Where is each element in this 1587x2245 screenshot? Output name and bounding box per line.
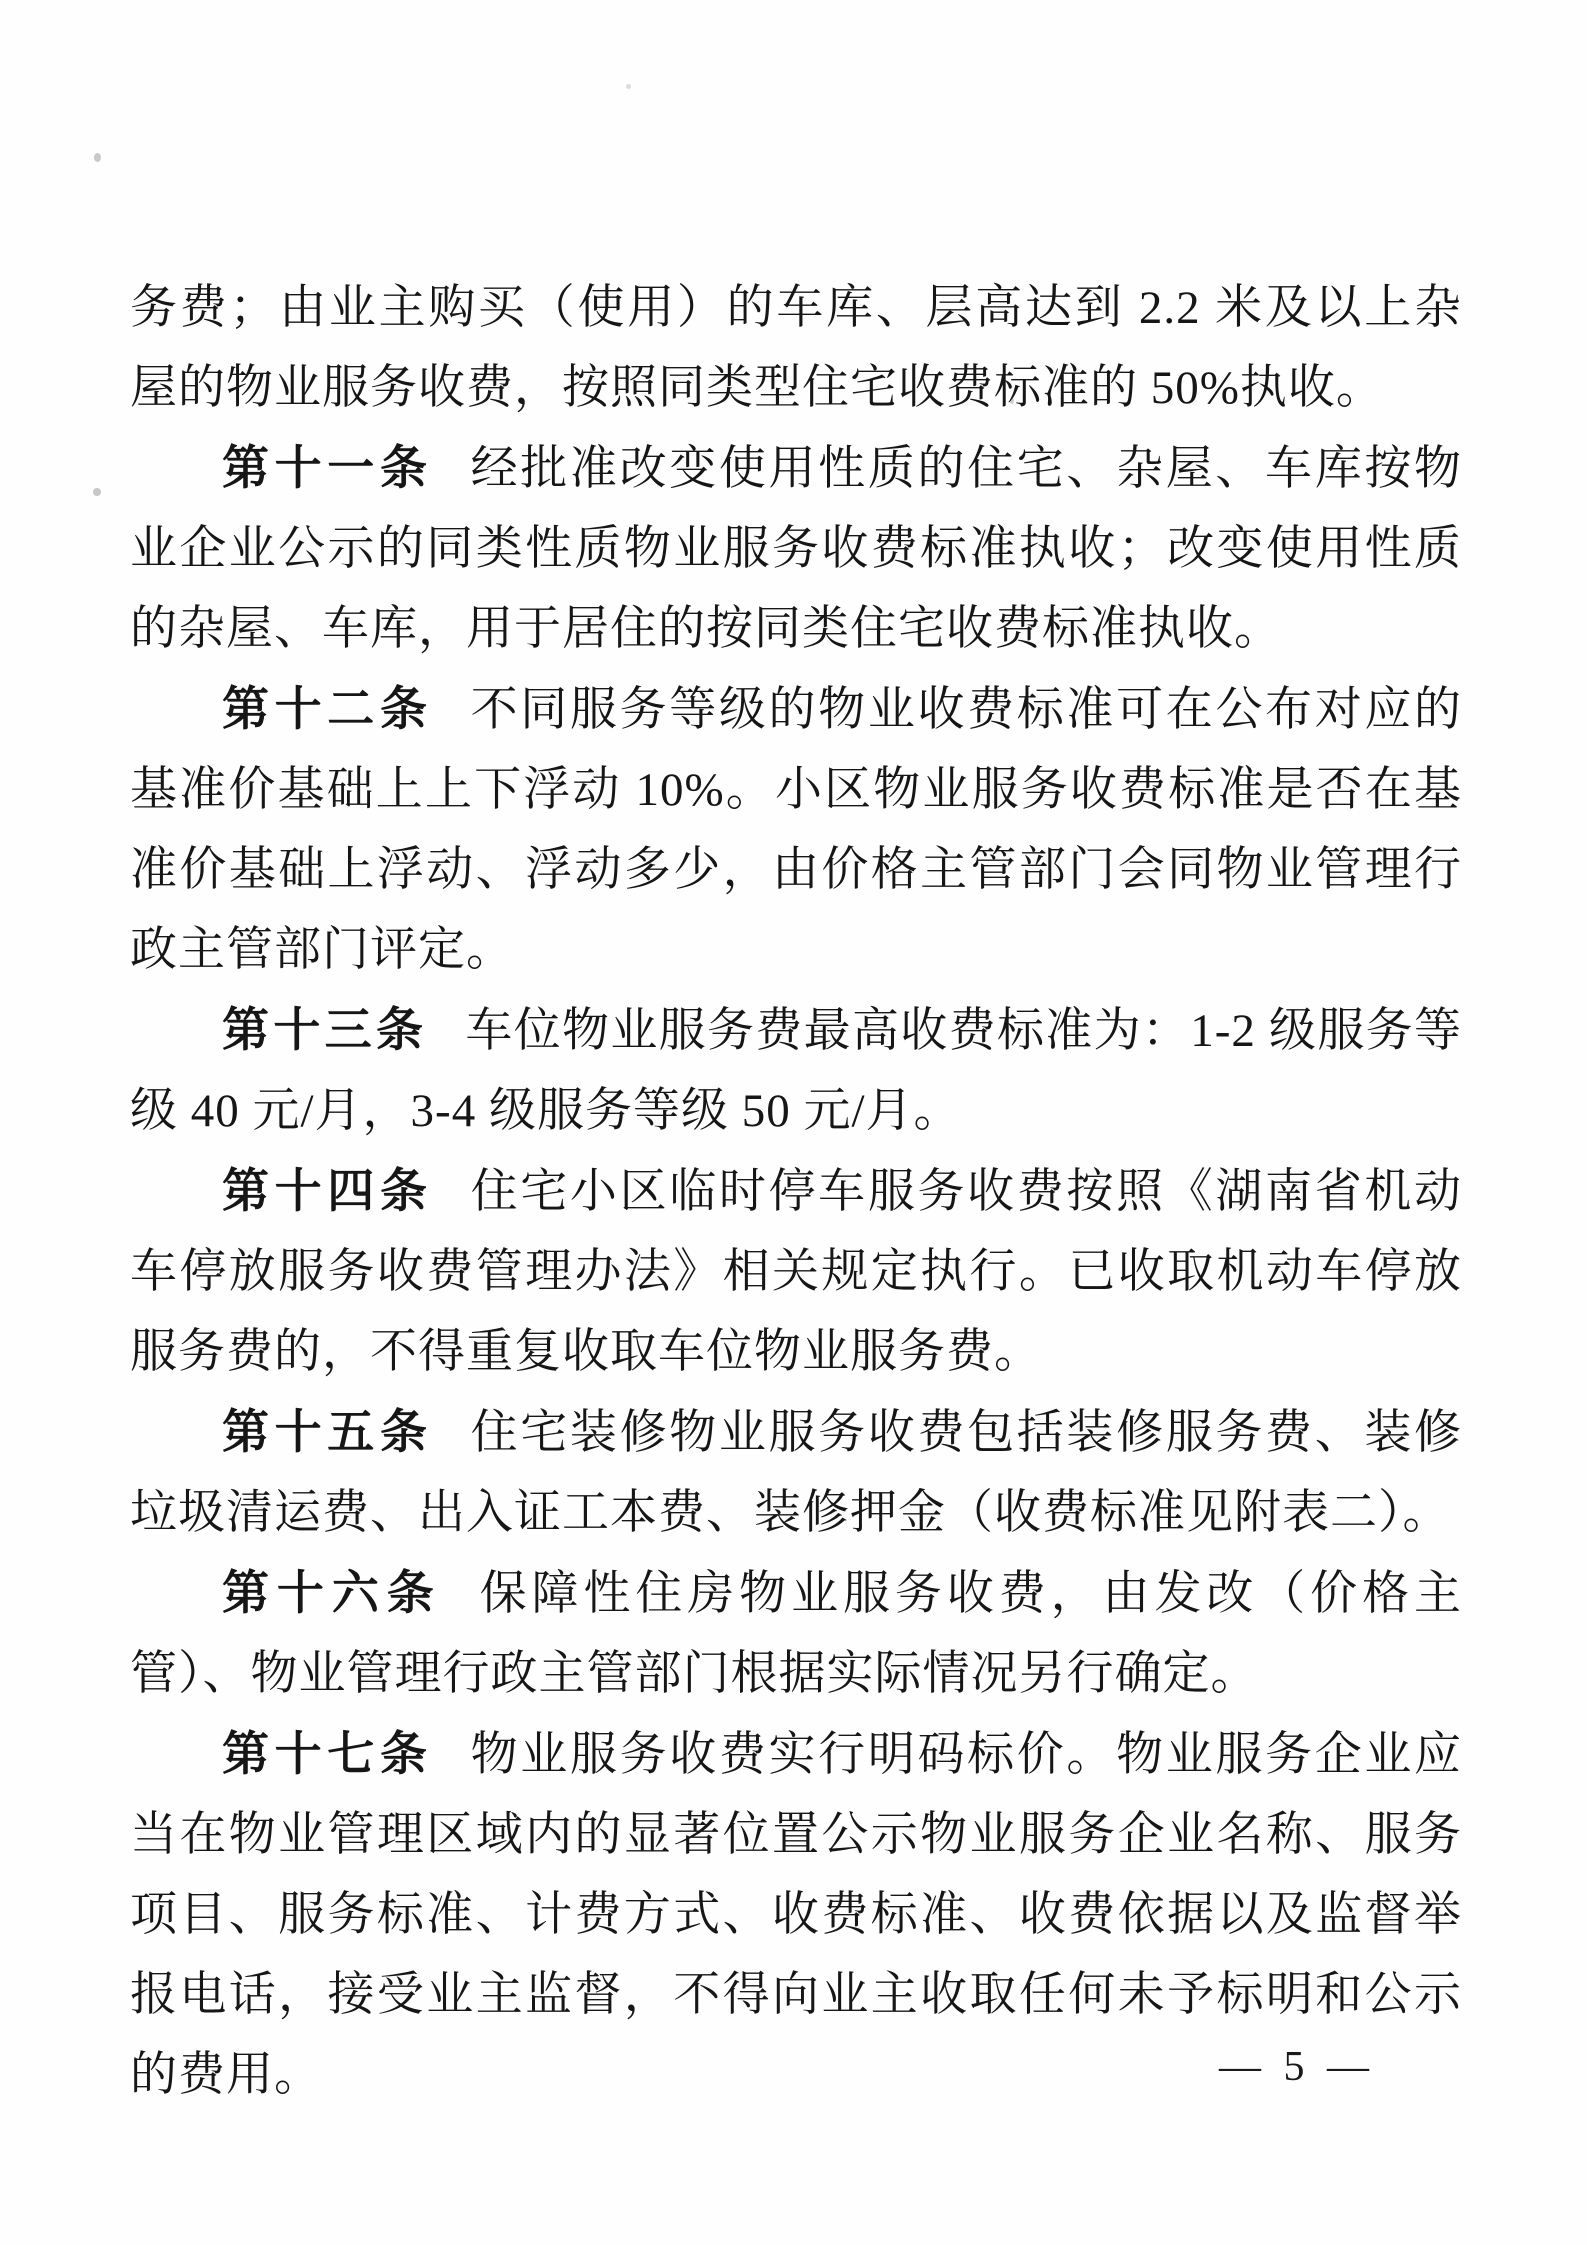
article-12-paragraph xyxy=(130,669,1462,990)
scan-speck xyxy=(93,488,101,496)
article-15-label: 第十五条 xyxy=(222,1405,433,1458)
article-17-text: 物业服务收费实行明码标价。物业服务企业应当在物业管理区域内的显著位置公示物业服务企业名称、服务项目、服务标准、计费方式、收费标准、收费依据以及监督举报电话，接受业主监督，不得向业主收取任何未予标明和公示的费用。 xyxy=(130,1729,1462,2101)
article-16-text: 保障性住房物业服务收费，由发改（价格主管）、物业管理行政主管部门根据实际情况另行确定。 xyxy=(130,1568,1463,1700)
article-11-label: 第十一条 xyxy=(222,441,433,494)
document-body xyxy=(130,268,1462,2115)
article-13-text: 车位物业服务费最高收费标准为：1-2 级服务等级 40 元/月，3-4 级服务等级 50 元/月。 xyxy=(130,1005,1463,1137)
paragraph-continuation-text: 务费；由业主购买（使用）的车库、层高达到 2.2 米及以上杂屋的物业服务收费，按照同类型住宅收费标准的 50%执收。 xyxy=(130,282,1462,414)
article-12-text: 不同服务等级的物业收费标准可在公布对应的基准价基础上上下浮动 10%。小区物业服务收费标准是否在基准价基础上浮动、浮动多少，由价格主管部门会同物业管理行政主管部门评定。 xyxy=(130,684,1462,976)
article-14-text: 住宅小区临时停车服务收费按照《湖南省机动车停放服务收费管理办法》相关规定执行。已收取机动车停放服务费的，不得重复收取车位物业服务费。 xyxy=(130,1166,1462,1378)
article-11-paragraph xyxy=(130,428,1462,669)
article-17-label: 第十七条 xyxy=(222,1727,433,1780)
article-13-paragraph xyxy=(130,990,1462,1151)
scan-speck xyxy=(626,84,631,89)
article-16-paragraph xyxy=(130,1553,1462,1714)
page-number: — 5 — xyxy=(1219,2044,1375,2090)
article-16-label: 第十六条 xyxy=(222,1566,442,1619)
article-14-paragraph xyxy=(130,1151,1462,1392)
paragraph-continuation xyxy=(130,268,1462,428)
scan-speck xyxy=(94,153,101,162)
article-14-label: 第十四条 xyxy=(222,1164,433,1217)
article-13-label: 第十三条 xyxy=(222,1003,428,1056)
article-15-paragraph xyxy=(130,1392,1462,1553)
article-12-label: 第十二条 xyxy=(222,682,433,735)
article-11-text: 经批准改变使用性质的住宅、杂屋、车库按物业企业公示的同类性质物业服务收费标准执收；改变使用性质的杂屋、车库，用于居住的按同类住宅收费标准执收。 xyxy=(130,443,1462,655)
article-15-text: 住宅装修物业服务收费包括装修服务费、装修垃圾清运费、出入证工本费、装修押金（收费标准见附表二）。 xyxy=(130,1407,1462,1539)
